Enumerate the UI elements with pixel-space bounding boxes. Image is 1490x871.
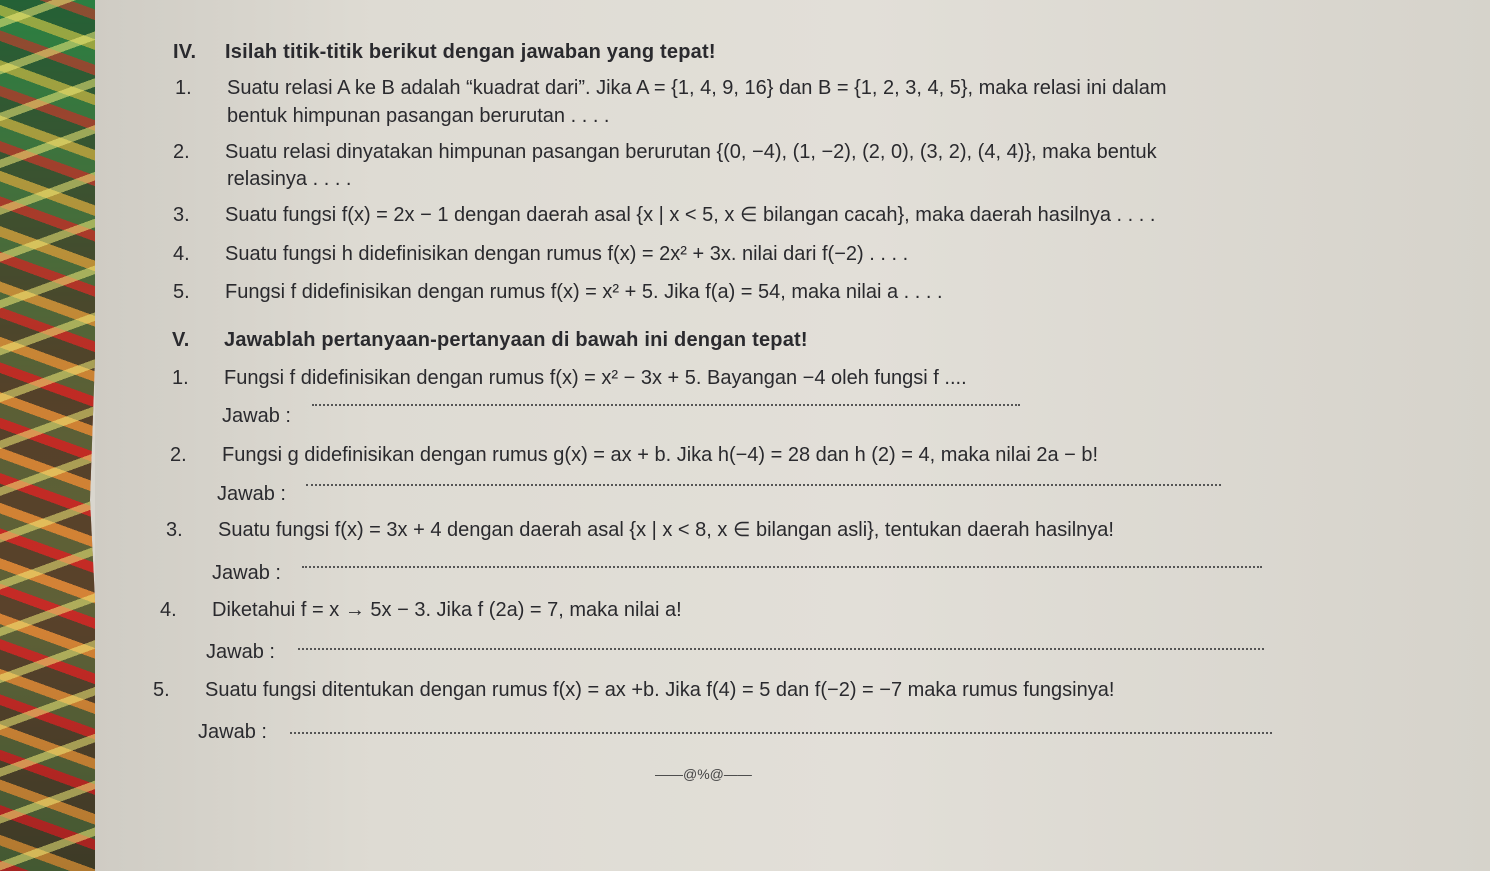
worksheet-paper: [95, 0, 1490, 871]
s5-answer-label-4: Jawab :: [206, 641, 275, 663]
section-4-heading: IV. Isilah titik-titik berikut dengan jawaban yang tepat!: [173, 41, 716, 63]
s4-item-1-cont: bentuk himpunan pasangan berurutan . . . .: [227, 105, 610, 127]
s5-item-3: 3. Suatu fungsi f(x) = 3x + 4 dengan daerah asal {x | x < 8, x ∈ bilangan asli}, tentukan daerah hasilnya!: [166, 519, 1114, 541]
answer-line-3[interactable]: [302, 566, 1262, 568]
answer-line-4[interactable]: [298, 648, 1264, 650]
section-5-heading: V. Jawablah pertanyaan-pertanyaan di bawah ini dengan tepat!: [172, 329, 808, 351]
s5-item-1: 1. Fungsi f didefinisikan dengan rumus f(x) = x² − 3x + 5. Bayangan −4 oleh fungsi f ....: [172, 367, 967, 389]
s5-item-4: 4. Diketahui f = x → 5x − 3. Jika f (2a) = 7, maka nilai a!: [160, 599, 682, 621]
footer-ornament: ——@%@——: [655, 766, 752, 782]
s4-item-3: 3. Suatu fungsi f(x) = 2x − 1 dengan daerah asal {x | x < 5, x ∈ bilangan cacah}, maka daerah hasilnya . . . .: [173, 204, 1156, 226]
s5-item-2: 2. Fungsi g didefinisikan dengan rumus g(x) = ax + b. Jika h(−4) = 28 dan h (2) = 4, maka nilai 2a − b!: [170, 444, 1099, 466]
s5-item-5: 5. Suatu fungsi ditentukan dengan rumus f(x) = ax +b. Jika f(4) = 5 dan f(−2) = −7 maka rumus fungsinya!: [153, 679, 1115, 701]
s5-answer-label-1: Jawab :: [222, 405, 291, 427]
s5-answer-label-3: Jawab :: [212, 562, 281, 584]
s4-item-5: 5. Fungsi f didefinisikan dengan rumus f(x) = x² + 5. Jika f(a) = 54, maka nilai a . . . .: [173, 281, 943, 303]
s4-item-1: 1. Suatu relasi A ke B adalah “kuadrat dari”. Jika A = {1, 4, 9, 16} dan B = {1, 2, 3, 4, 5}, maka relasi ini dalam: [175, 77, 1167, 99]
s5-answer-label-5: Jawab :: [198, 721, 267, 743]
s4-item-4: 4. Suatu fungsi h didefinisikan dengan rumus f(x) = 2x² + 3x. nilai dari f(−2) . . . .: [173, 243, 909, 265]
answer-line-1[interactable]: [312, 404, 1020, 406]
answer-line-2[interactable]: [306, 484, 1221, 486]
s5-answer-label-2: Jawab :: [217, 483, 286, 505]
answer-line-5[interactable]: [290, 732, 1272, 734]
s4-item-2: 2. Suatu relasi dinyatakan himpunan pasangan berurutan {(0, −4), (1, −2), (2, 0), (3, 2), (4, 4)}, maka bentuk: [173, 141, 1157, 163]
s4-item-2-cont: relasinya . . . .: [227, 168, 352, 190]
